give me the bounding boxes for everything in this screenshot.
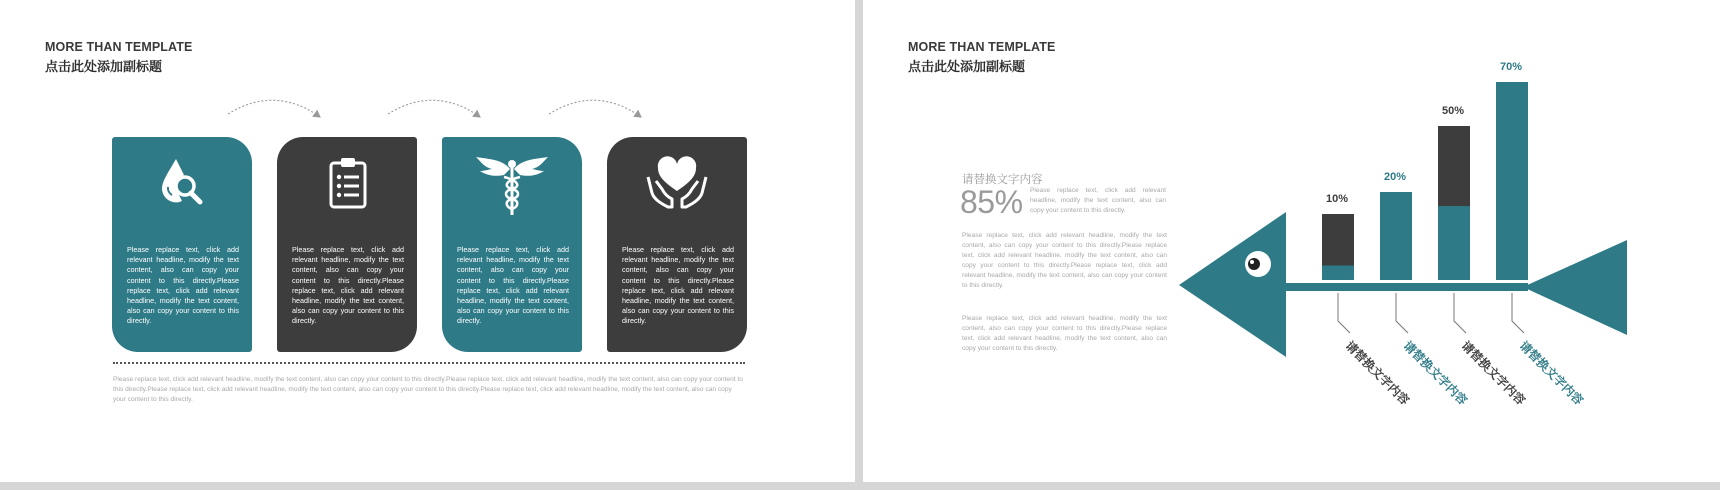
bar-value-label: 20% xyxy=(1384,171,1407,183)
stat-note: Please replace text, click add relevant headline, modify the text content, also can copy your content to this directly. xyxy=(1030,187,1166,214)
hands-heart-icon xyxy=(607,153,747,213)
flow-arrow xyxy=(228,100,320,117)
flow-arrow xyxy=(549,100,641,117)
bar-segment xyxy=(1322,214,1354,265)
feature-card xyxy=(277,137,417,352)
header-subtitle: 点击此处添加副标题 xyxy=(45,59,163,74)
paragraph-2: Please replace text, click add relevant headline, modify the text content, also can copy your content to this directly.Please replace text, click add relevant headline, modify the text content, also can copy your content to this directly. xyxy=(962,315,1167,352)
feature-card xyxy=(442,137,582,352)
bar-segment xyxy=(1438,126,1470,206)
slide-right xyxy=(863,0,1720,482)
stat-value: 85% xyxy=(960,184,1023,220)
blood-drop-search-icon xyxy=(112,153,252,213)
bar-group xyxy=(1322,82,1528,333)
dotted-divider xyxy=(113,362,745,364)
leader-line xyxy=(1454,293,1466,333)
bar xyxy=(1380,192,1412,280)
fish-pupil xyxy=(1248,258,1260,270)
bar-value-label: 50% xyxy=(1442,105,1465,117)
fish-head xyxy=(1179,212,1286,357)
category-label: 请替换文字内容 xyxy=(1400,338,1470,408)
fish-eye-highlight xyxy=(1250,260,1254,264)
feature-card xyxy=(607,137,747,352)
category-label: 请替换文字内容 xyxy=(1342,338,1412,408)
category-label: 请替换文字内容 xyxy=(1458,338,1528,408)
bar-value-label: 10% xyxy=(1326,193,1349,205)
flow-arrow xyxy=(388,100,480,117)
fishbone-chart xyxy=(863,0,1720,482)
flow-arrows xyxy=(0,0,855,140)
header-title: MORE THAN TEMPLATE xyxy=(908,40,1056,54)
feature-card xyxy=(112,137,252,352)
clipboard-list-icon xyxy=(277,153,417,213)
paragraph-1: Please replace text, click add relevant headline, modify the text content, also can copy your content to this directly.Please replace text, click add relevant headline, modify the text content, also can copy your content to this directly.Please replace text, click add relevant headline, modify the text content, also can copy your content to this directly. xyxy=(962,232,1167,289)
card-text: Please replace text, click add relevant headline, modify the text content, also can copy your content to this directly.Please replace text, click add relevant headline, modify the text content, also can copy your content to this directly. xyxy=(127,245,239,326)
header-subtitle: 点击此处添加副标题 xyxy=(908,59,1026,74)
card-text: Please replace text, click add relevant headline, modify the text content, also can copy your content to this directly.Please replace text, click add relevant headline, modify the text content, also can copy your content to this directly. xyxy=(622,245,734,326)
stat-label: 请替换文字内容 xyxy=(962,174,1043,186)
card-text: Please replace text, click add relevant headline, modify the text content, also can copy your content to this directly.Please replace text, click add relevant headline, modify the text content, also can copy your content to this directly. xyxy=(457,245,569,326)
bar-value-label: 70% xyxy=(1500,61,1523,73)
fish-tail xyxy=(1523,240,1627,335)
card-text: Please replace text, click add relevant headline, modify the text content, also can copy your content to this directly.Please replace text, click add relevant headline, modify the text content, also can copy your content to this directly. xyxy=(292,245,404,326)
slide-left xyxy=(0,0,855,482)
category-label: 请替换文字内容 xyxy=(1516,338,1586,408)
leader-line xyxy=(1396,293,1408,333)
leader-line xyxy=(1512,293,1524,333)
fish-spine xyxy=(1283,283,1528,291)
bar xyxy=(1496,82,1528,280)
caduceus-icon xyxy=(442,153,582,213)
leader-line xyxy=(1338,293,1350,333)
header-title: MORE THAN TEMPLATE xyxy=(45,40,193,54)
footnote-text: Please replace text, click add relevant headline, modify the text content, also can copy your content to this directly.Please replace text, click add relevant headline, modify the text content, also can copy your content to this directly.Please replace text, click add relevant headline, modify the text content, also can copy your content to this directly.Please replace text, click add relevant headline, modify the text content, also can copy your content to this directly. xyxy=(113,376,743,403)
